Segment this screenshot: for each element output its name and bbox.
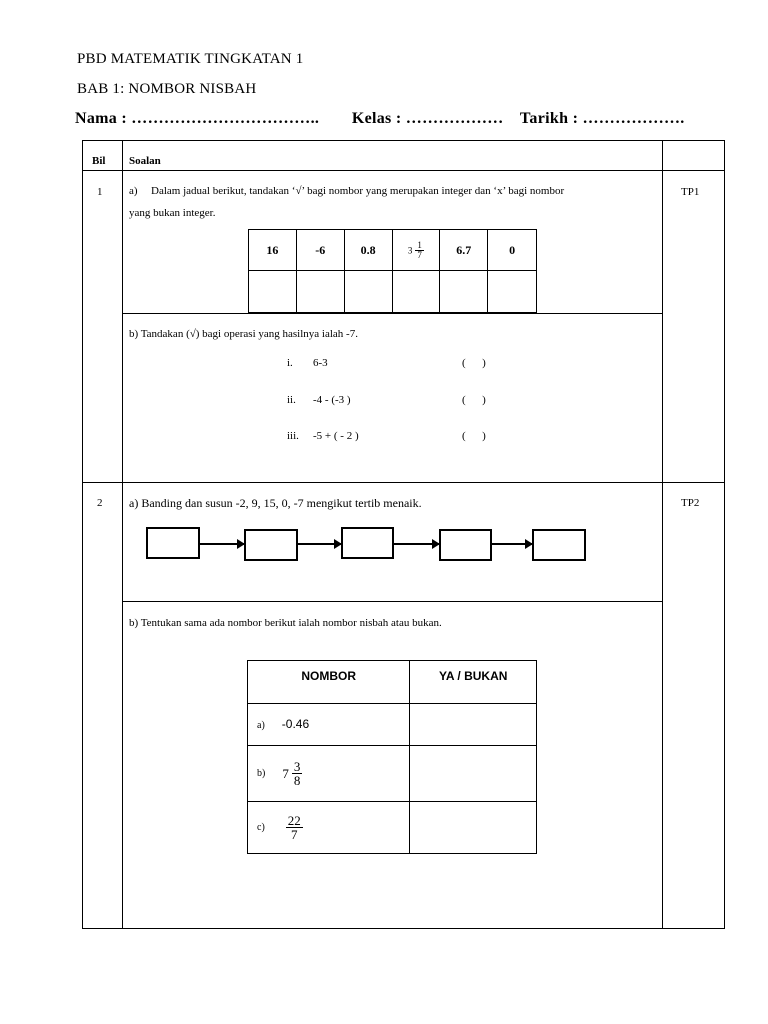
rational-number-table — [247, 660, 537, 854]
mixed-whole: 3 — [407, 245, 413, 255]
fraction — [292, 760, 303, 787]
date-field[interactable]: Tarikh : ………………. — [519, 110, 685, 127]
q1-parts-divider — [122, 313, 662, 314]
column-divider-tp — [662, 140, 663, 929]
row-label: a) — [257, 720, 265, 731]
integer-table — [248, 229, 537, 313]
q1a-prefix: a) — [129, 185, 138, 197]
answer-cell[interactable] — [440, 271, 488, 313]
q2-number: 2 — [97, 497, 103, 509]
option-roman: iii. — [287, 430, 299, 442]
row-label: b) — [257, 768, 266, 779]
fraction — [415, 241, 424, 260]
answer-cell[interactable] — [344, 271, 392, 313]
fraction-denominator: 8 — [293, 773, 301, 788]
answer-cell[interactable] — [410, 746, 537, 802]
q2-parts-divider — [122, 601, 662, 602]
option-checkbox[interactable]: ( ) — [462, 357, 486, 369]
option-expression: 6-3 — [313, 357, 328, 369]
q1b-text: b) Tandakan (√) bagi operasi yang hasilnya ialah -7. — [129, 328, 358, 340]
answer-cell[interactable] — [392, 271, 440, 313]
document-title: PBD MATEMATIK TINGKATAN 1 — [77, 51, 304, 67]
order-box-2[interactable] — [244, 529, 298, 561]
number-cell: 6.7 — [440, 230, 488, 271]
answer-cell[interactable] — [410, 802, 537, 854]
fraction-denominator: 7 — [291, 827, 298, 842]
row-label: c) — [257, 822, 265, 833]
soalan-header: Soalan — [129, 155, 161, 167]
option-roman: ii. — [287, 394, 296, 406]
student-info-line — [75, 110, 685, 128]
q1-number: 1 — [97, 186, 103, 198]
number-row-a — [248, 704, 410, 746]
number-cell: 16 — [249, 230, 297, 271]
arrow-icon — [200, 543, 244, 545]
ya-bukan-header: YA / BUKAN — [410, 661, 537, 704]
option-checkbox[interactable]: ( ) — [462, 430, 486, 442]
answer-cell[interactable] — [249, 271, 297, 313]
number-cell: 0.8 — [344, 230, 392, 271]
fraction-denominator: 7 — [417, 249, 422, 260]
option-expression: -5 + ( - 2 ) — [313, 430, 359, 442]
column-divider-bil — [122, 140, 123, 929]
answer-cell[interactable] — [488, 271, 537, 313]
answer-cell[interactable] — [410, 704, 537, 746]
fraction — [286, 814, 303, 841]
fraction-numerator: 22 — [287, 813, 301, 828]
order-box-1[interactable] — [146, 527, 200, 559]
q1-q2-divider — [82, 482, 725, 483]
row-value: -0.46 — [281, 717, 310, 731]
fraction-numerator: 3 — [293, 759, 301, 774]
order-box-5[interactable] — [532, 529, 586, 561]
bil-header: Bil — [92, 155, 106, 167]
arrow-icon — [394, 543, 439, 545]
q1a-text-line1: Dalam jadual berikut, tandakan ‘√’ bagi nombor yang merupakan integer dan ‘x’ bagi nombor — [151, 185, 565, 197]
number-cell: -6 — [296, 230, 344, 271]
nombor-header: NOMBOR — [248, 661, 410, 704]
option-roman: i. — [287, 357, 293, 369]
q2-tp: TP2 — [681, 497, 700, 509]
arrow-icon — [298, 543, 341, 545]
chapter-title: BAB 1: NOMBOR NISBAH — [77, 81, 257, 97]
number-row-c — [248, 802, 410, 854]
arrow-icon — [492, 543, 532, 545]
option-checkbox[interactable]: ( ) — [462, 394, 486, 406]
header-row-divider — [82, 170, 725, 171]
order-box-3[interactable] — [341, 527, 394, 559]
number-cell: 0 — [488, 230, 537, 271]
fraction-numerator: 1 — [417, 239, 422, 250]
mixed-whole: 7 — [282, 765, 289, 781]
number-row-b — [248, 746, 410, 802]
order-box-4[interactable] — [439, 529, 492, 561]
answer-cell[interactable] — [296, 271, 344, 313]
name-field[interactable]: Nama : …………………………….. — [75, 110, 320, 127]
option-expression: -4 - (-3 ) — [313, 394, 351, 406]
class-field[interactable]: Kelas : ……………… — [351, 110, 504, 127]
mixed-number-cell — [392, 230, 440, 271]
q2a-text: a) Banding dan susun -2, 9, 15, 0, -7 mengikut tertib menaik. — [129, 496, 422, 510]
q1-tp: TP1 — [681, 186, 700, 198]
q2b-text: b) Tentukan sama ada nombor berikut ialah nombor nisbah atau bukan. — [129, 617, 442, 629]
q1a-text-line2: yang bukan integer. — [129, 207, 216, 219]
